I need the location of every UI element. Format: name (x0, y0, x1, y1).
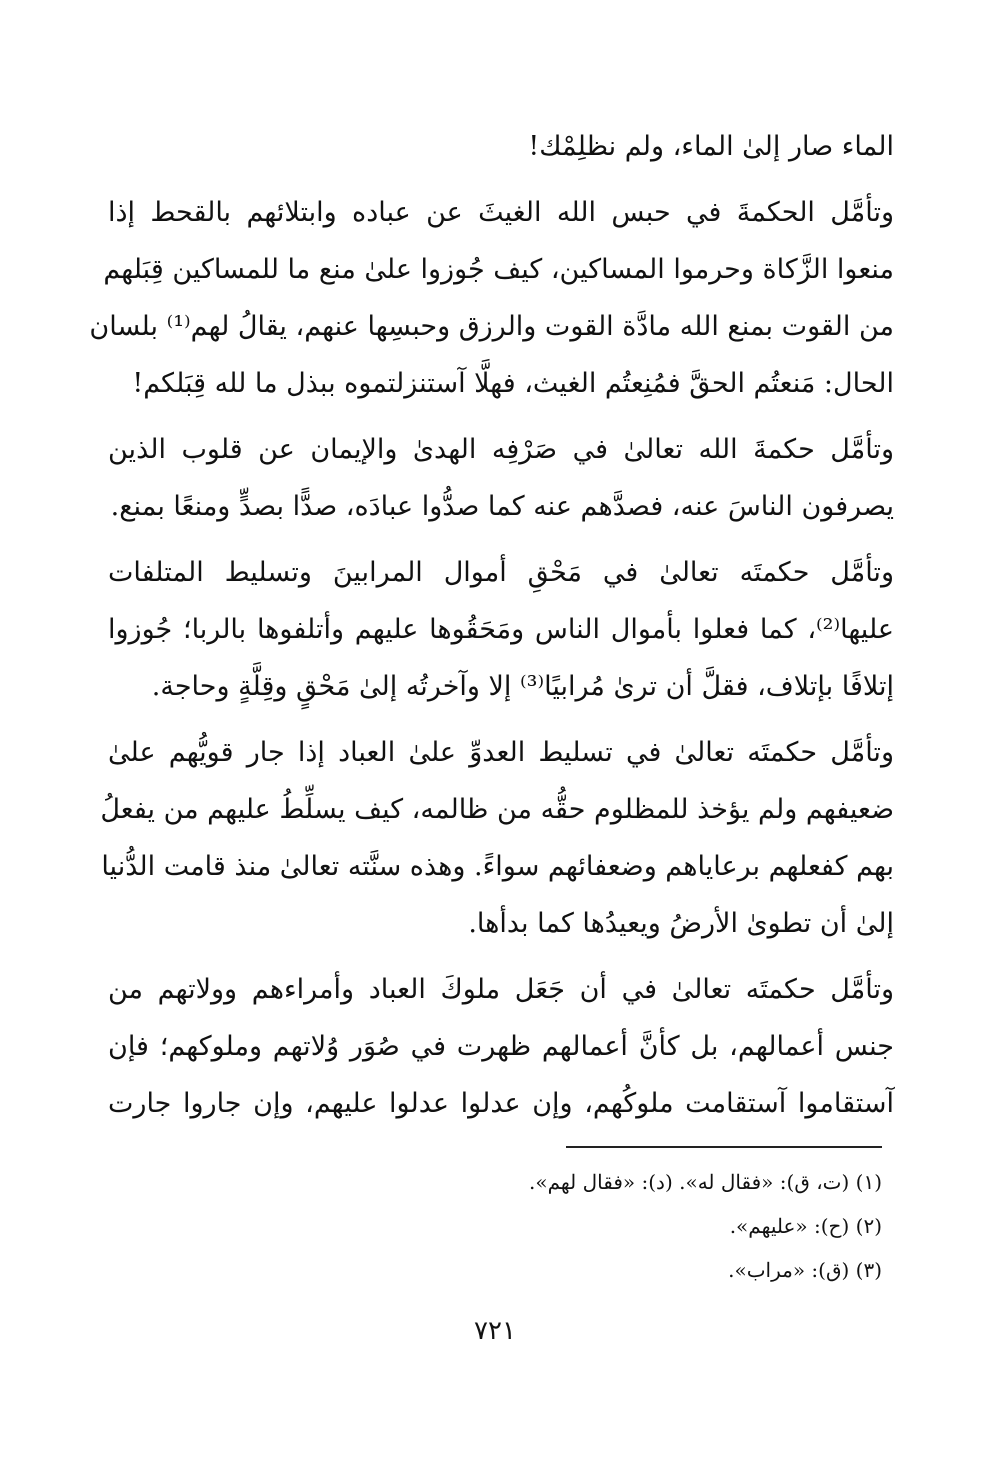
text-line: آستقاموا آستقامت ملوكُهم، وإن عدلوا عدلوا عليهم، وإن جاروا جارت (108, 1088, 894, 1119)
text-line: من القوت بمنع الله مادَّة القوت والرزق وحبسِها عنهم، يقالُ لهم⁽¹⁾ بلسان (89, 311, 894, 342)
text-line: الحال: مَنعتُم الحقَّ فمُنِعتُم الغيث، فهلَّا آستنزلتموه ببذل ما لله قِبَلكم! (132, 368, 894, 399)
text-line: منعوا الزَّكاة وحرموا المساكين، كيف جُوزوا علىٰ منع ما للمساكين قِبَلهم (103, 254, 894, 285)
text-line: يصرفون الناسَ عنه، فصدَّهم عنه كما صدُّوا عبادَه، صدًّا بصدٍّ ومنعًا بمنع. (110, 491, 894, 522)
text-line: جنس أعمالهم، بل كأنَّ أعمالهم ظهرت في صُوَر وُلاتهم وملوكهم؛ فإن (108, 1031, 894, 1062)
text-line: وتأمَّل حكمتَه تعالىٰ في أن جَعَل ملوكَ العباد وأمراءهم وولاتهم من (108, 974, 894, 1005)
text-line: وتأمَّل حكمةَ الله تعالىٰ في صَرْفِه الهدىٰ والإيمان عن قلوب الذين (108, 434, 894, 465)
footnote: (٣) (ق): «مراب». (728, 1258, 882, 1282)
text-line: ضعيفهم ولم يؤخذ للمظلوم حقُّه من ظالمه، كيف يسلِّطُ عليهم من يفعلُ (100, 794, 894, 825)
footnotes (400, 1160, 882, 1292)
text-line: الماء صار إلىٰ الماء، ولم نظلِمْك! (528, 131, 894, 162)
text-line: بهم كفعلهم برعاياهم وضعفائهم سواءً. وهذه سنَّته تعالىٰ منذ قامت الدُّنيا (101, 851, 894, 882)
footnote-divider (566, 1146, 882, 1148)
text-line: إلىٰ أن تطوىٰ الأرضُ ويعيدُها كما بدأها. (468, 908, 894, 939)
text-line: وتأمَّل حكمتَه تعالىٰ في تسليط العدوِّ علىٰ العباد إذا جار قويُّهم علىٰ (108, 737, 894, 768)
footnote: (١) (ت، ق): «فقال له». (د): «فقال لهم». (529, 1170, 882, 1194)
page-number: ٧٢١ (474, 1316, 516, 1346)
footnote: (٢) (ح): «عليهم». (729, 1214, 882, 1238)
main-text (89, 118, 894, 1132)
text-line: عليها⁽²⁾، كما فعلوا بأموال الناس ومَحَقُوها عليهم وأتلفوها بالربا؛ جُوزوا (108, 614, 894, 645)
text-line: وتأمَّل حكمتَه تعالىٰ في مَحْقِ أموال المرابينَ وتسليط المتلفات (108, 557, 894, 588)
text-line: وتأمَّل الحكمةَ في حبس الله الغيثَ عن عباده وابتلائهم بالقحط إذا (108, 197, 894, 228)
text-line: إتلافًا بإتلاف، فقلَّ أن ترىٰ مُرابيًا⁽³⁾ إلا وآخرتُه إلىٰ مَحْقٍ وقِلَّةٍ وحاجة. (151, 671, 894, 702)
